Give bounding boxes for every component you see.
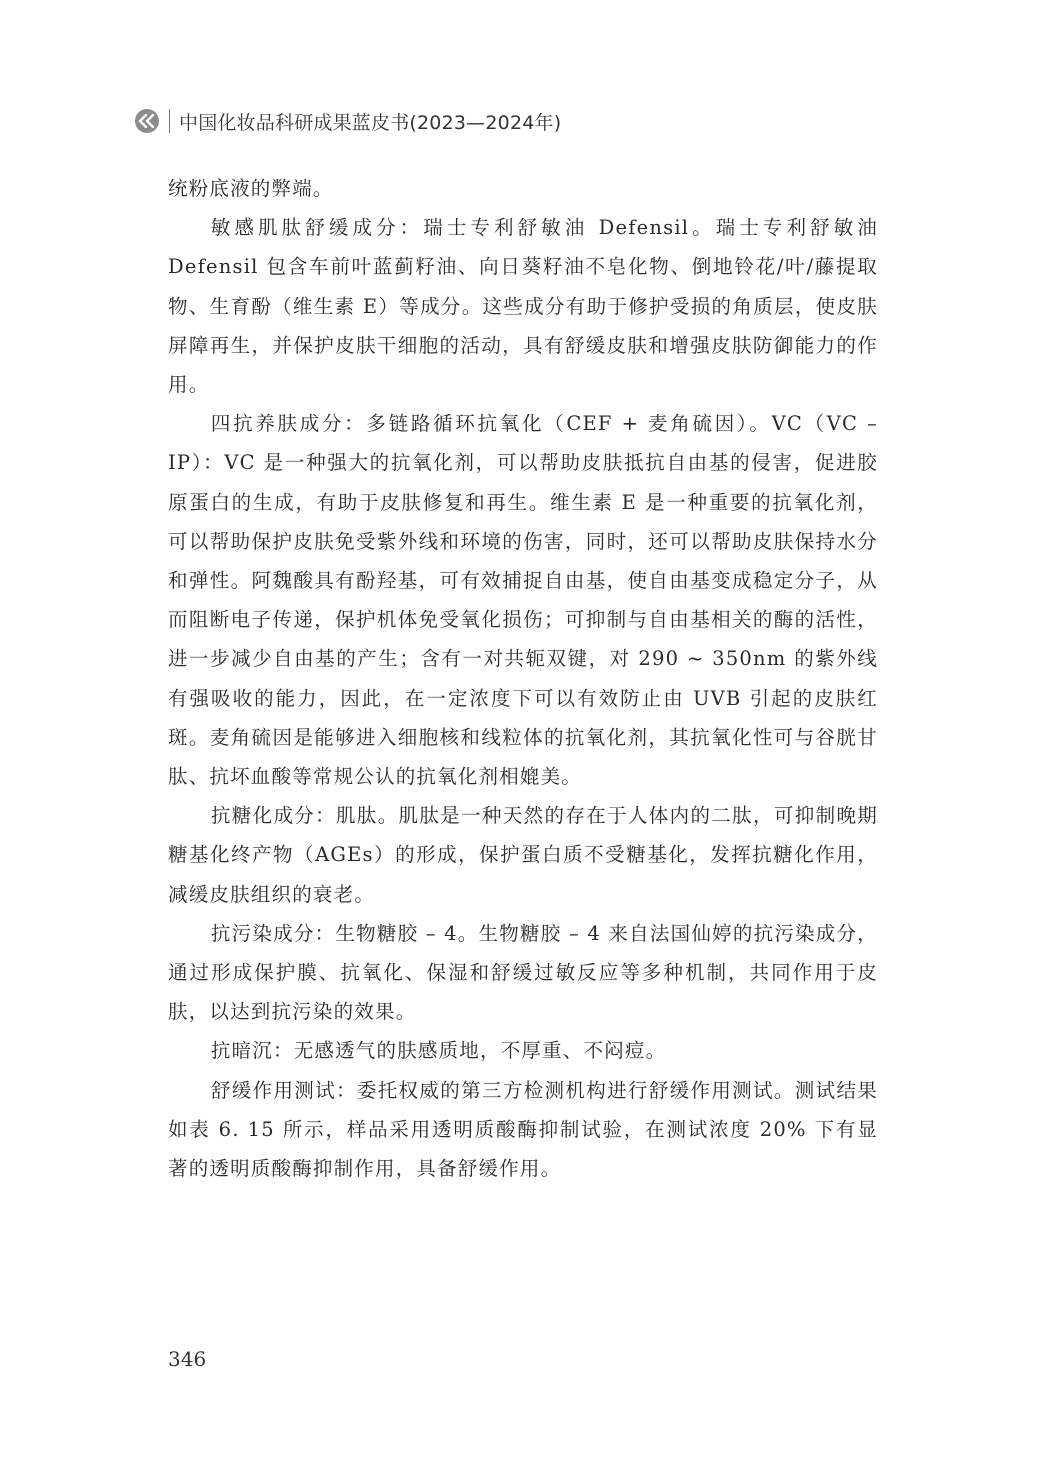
header-divider xyxy=(169,109,170,133)
paragraph: 四抗养肤成分：多链路循环抗氧化（CEF + 麦角硫因）。VC（VC – IP）：VC 是一种强大的抗氧化剂，可以帮助皮肤抵抗自由基的侵害，促进胶原蛋白的生成，有助于皮肤修复和再生。维生素 E 是一种重要的抗氧化剂，可以帮助保护皮肤免受紫外线和环境的伤害，同时，还可以帮助皮肤保持水分和弹性。阿魏酸具有酚羟基，可有效捕捉自由基，使自由基变成稳定分子，从而阻断电子传递，保护机体免受氧化损伤；可抑制与自由基相关的酶的活性，进一步减少自由基的产生；含有一对共轭双键，对 290 ~ 350nm 的紫外线有强吸收的能力，因此，在一定浓度下可以有效防止由 UVB 引起的皮肤红斑。麦角硫因是能够进入细胞核和线粒体的抗氧化剂，其抗氧化性可与谷胱甘肽、抗坏血酸等常规公认的抗氧化剂相媲美。 xyxy=(168,412,878,789)
paragraph: 敏感肌肽舒缓成分：瑞士专利舒敏油 Defensil。瑞士专利舒敏油 Defensil 包含车前叶蓝蓟籽油、向日葵籽油不皂化物、倒地铃花/叶/藤提取物、生育酚（维生素 E）等成分。这些成分有助于修护受损的角质层，使皮肤屏障再生，并保护皮肤干细胞的活动，具有舒缓皮肤和增强皮肤防御能力的作用。 xyxy=(168,216,878,397)
book-title: 中国化妆品科研成果蓝皮书(2023—2024年) xyxy=(179,111,562,134)
paragraph: 抗糖化成分：肌肽。肌肽是一种天然的存在于人体内的二肽，可抑制晚期糖基化终产物（AGEs）的形成，保护蛋白质不受糖基化，发挥抗糖化作用，减缓皮肤组织的衰老。 xyxy=(168,804,878,906)
running-header xyxy=(135,106,561,136)
body-text xyxy=(168,169,878,1188)
double-chevron-left-icon xyxy=(135,109,159,133)
paragraph: 抗暗沉：无感透气的肤感质地，不厚重、不闷痘。 xyxy=(210,1039,667,1063)
paragraph: 舒缓作用测试：委托权威的第三方检测机构进行舒缓作用测试。测试结果如表 6. 15 所示，样品采用透明质酸酶抑制试验，在测试浓度 20% 下有显著的透明质酸酶抑制作用，具备舒缓作用。 xyxy=(168,1078,878,1181)
paragraph: 抗污染成分：生物糖胶 – 4。生物糖胶 – 4 来自法国仙婷的抗污染成分，通过形成保护膜、抗氧化、保湿和舒缓过敏反应等多种机制，共同作用于皮肤，以达到抗污染的效果。 xyxy=(168,921,878,1024)
page-number: 346 xyxy=(168,1347,207,1371)
paragraph: 统粉底液的弊端。 xyxy=(168,177,334,200)
